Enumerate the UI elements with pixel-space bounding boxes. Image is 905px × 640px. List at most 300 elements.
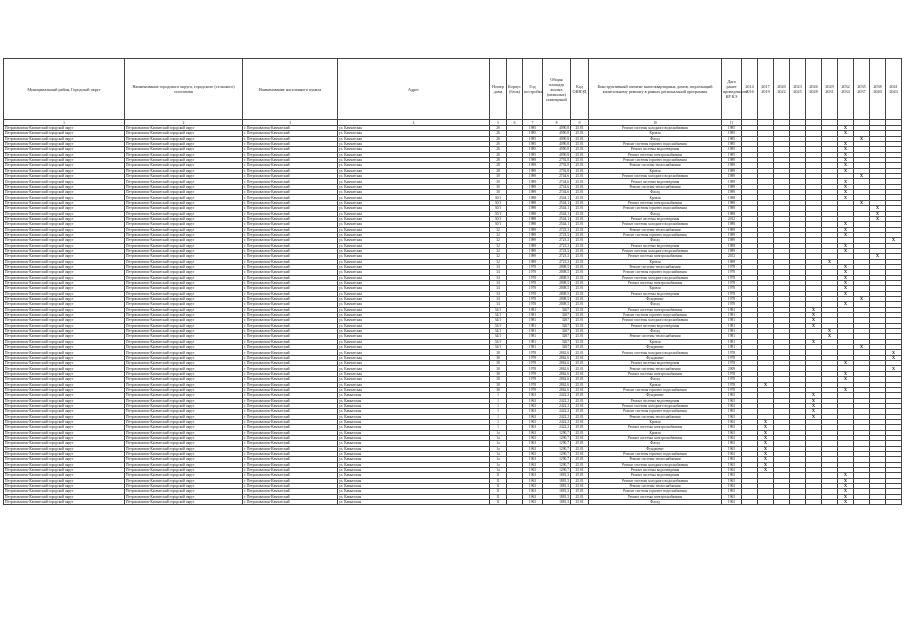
cell-repair-date: 1978 bbox=[722, 361, 742, 366]
cell-year: 1989 bbox=[523, 243, 543, 248]
cell-address: ул. Кавказская bbox=[338, 484, 490, 489]
cell-code: 25.01 bbox=[571, 318, 589, 323]
cell-district: Петропавловск-Камчатский городской округ bbox=[4, 419, 125, 424]
period-cell: X bbox=[838, 131, 854, 136]
cell-code: 25.01 bbox=[571, 435, 589, 440]
cell-element: Ремонт системы водоотведения bbox=[589, 323, 722, 328]
cell-area: 2422,2 bbox=[543, 425, 571, 430]
cell-year: 1978 bbox=[523, 361, 543, 366]
cell-district: Петропавловск-Камчатский городской округ bbox=[4, 259, 125, 264]
period-cell bbox=[870, 500, 886, 505]
column-header: Муниципальный район, Городской округ bbox=[4, 59, 125, 120]
cell-repair-date: 1989 bbox=[722, 238, 742, 243]
cell-address: ул. Камчатская bbox=[338, 291, 490, 296]
period-cell: X bbox=[806, 313, 822, 318]
period-cell bbox=[886, 500, 902, 505]
cell-element: Ремонт системы теплоснабжения bbox=[589, 414, 722, 419]
cell-city: г. Петропавловск-Камчатский bbox=[243, 403, 338, 408]
cell-year: 1985 bbox=[523, 136, 543, 141]
cell-house-number: 1 bbox=[490, 409, 507, 414]
cell-city: г. Петропавловск-Камчатский bbox=[243, 425, 338, 430]
period-cell: X bbox=[758, 425, 774, 430]
cell-settlement: Петропавловск-Камчатский городской округ bbox=[125, 297, 243, 302]
cell-house-number: 30/1 bbox=[490, 211, 507, 216]
cell-house-number: 1а bbox=[490, 441, 507, 446]
cell-address: ул. Кавказская bbox=[338, 446, 490, 451]
cell-repair-date: 1963 bbox=[722, 462, 742, 467]
cell-district: Петропавловск-Камчатский городской округ bbox=[4, 307, 125, 312]
cell-city: г. Петропавловск-Камчатский bbox=[243, 484, 338, 489]
period-cell: X bbox=[838, 302, 854, 307]
cell-area: 4090,8 bbox=[543, 126, 571, 131]
cell-address: ул. Кавказская bbox=[338, 468, 490, 473]
period-cell: X bbox=[838, 387, 854, 392]
cell-address: ул. Камчатская bbox=[338, 243, 490, 248]
cell-address: ул. Камчатская bbox=[338, 163, 490, 168]
cell-element: Ремонт системы горячего водоснабжения bbox=[589, 158, 722, 163]
cell-house-number: 1а bbox=[490, 462, 507, 467]
cell-element: Фасад bbox=[589, 136, 722, 141]
cell-district: Петропавловск-Камчатский городской округ bbox=[4, 158, 125, 163]
cell-area: 2422,2 bbox=[543, 409, 571, 414]
cell-element: Ремонт системы водоотведения bbox=[589, 361, 722, 366]
cell-code: 25.01 bbox=[571, 238, 589, 243]
cell-year: 1978 bbox=[523, 371, 543, 376]
cell-settlement: Петропавловск-Камчатский городской округ bbox=[125, 280, 243, 285]
cell-year: 1981 bbox=[523, 334, 543, 339]
cell-address: ул. Камчатская bbox=[338, 126, 490, 131]
cell-district: Петропавловск-Камчатский городской округ bbox=[4, 350, 125, 355]
cell-city: г. Петропавловск-Камчатский bbox=[243, 382, 338, 387]
cell-address: ул. Камчатская bbox=[338, 147, 490, 152]
period-cell: X bbox=[758, 441, 774, 446]
period-cell: X bbox=[838, 270, 854, 275]
cell-settlement: Петропавловск-Камчатский городской округ bbox=[125, 152, 243, 157]
cell-area: 2862,6 bbox=[543, 387, 571, 392]
cell-element: Фасад bbox=[589, 441, 722, 446]
cell-area: 2808,5 bbox=[543, 280, 571, 285]
cell-block bbox=[507, 500, 523, 505]
cell-repair-date: 1988 bbox=[722, 195, 742, 200]
cell-house-number: 38 bbox=[490, 387, 507, 392]
cell-settlement: Петропавловск-Камчатский городской округ bbox=[125, 430, 243, 435]
period-cell: X bbox=[838, 489, 854, 494]
cell-code: 25.01 bbox=[571, 200, 589, 205]
cell-house-number: 30/1 bbox=[490, 206, 507, 211]
cell-address: ул. Камчатская bbox=[338, 339, 490, 344]
cell-element: Фасад bbox=[589, 211, 722, 216]
cell-district: Петропавловск-Камчатский городской округ bbox=[4, 184, 125, 189]
cell-city: г. Петропавловск-Камчатский bbox=[243, 131, 338, 136]
cell-address: ул. Камчатская bbox=[338, 152, 490, 157]
cell-city: г. Петропавловск-Камчатский bbox=[243, 393, 338, 398]
cell-repair-date: 1963 bbox=[722, 409, 742, 414]
cell-area: 2723,3 bbox=[543, 243, 571, 248]
period-cell: X bbox=[806, 323, 822, 328]
period-cell: X bbox=[838, 142, 854, 147]
period-cell bbox=[854, 500, 870, 505]
cell-settlement: Петропавловск-Камчатский городской округ bbox=[125, 468, 243, 473]
cell-element: Ремонт системы холодного водоснабжения bbox=[589, 222, 722, 227]
cell-district: Петропавловск-Камчатский городской округ bbox=[4, 248, 125, 253]
cell-house-number: 32 bbox=[490, 232, 507, 237]
cell-area: 2422,2 bbox=[543, 414, 571, 419]
cell-year: 1981 bbox=[523, 318, 543, 323]
cell-repair-date: 1989 bbox=[722, 232, 742, 237]
cell-year: 1989 bbox=[523, 168, 543, 173]
column-header: 2020 2022 bbox=[774, 59, 790, 120]
cell-settlement: Петропавловск-Камчатский городской округ bbox=[125, 403, 243, 408]
cell-repair-date: 1978 bbox=[722, 355, 742, 360]
cell-city: г. Петропавловск-Камчатский bbox=[243, 468, 338, 473]
cell-element: Ремонт системы теплоснабжения bbox=[589, 334, 722, 339]
cell-house-number: 30/1 bbox=[490, 216, 507, 221]
cell-house-number: 26 bbox=[490, 152, 507, 157]
cell-district: Петропавловск-Камчатский городской округ bbox=[4, 414, 125, 419]
period-cell: X bbox=[838, 275, 854, 280]
cell-address: ул. Камчатская bbox=[338, 302, 490, 307]
cell-year: 1963 bbox=[523, 484, 543, 489]
column-header: 2023 2025 bbox=[790, 59, 806, 120]
period-cell: X bbox=[838, 473, 854, 478]
cell-district: Петропавловск-Камчатский городской округ bbox=[4, 238, 125, 243]
cell-area: 1290,7 bbox=[543, 441, 571, 446]
cell-area: 1881,3 bbox=[543, 484, 571, 489]
cell-year: 1989 bbox=[523, 259, 543, 264]
cell-year: 1978 bbox=[523, 382, 543, 387]
period-cell: X bbox=[838, 377, 854, 382]
cell-area: 2422,2 bbox=[543, 419, 571, 424]
cell-repair-date: 1963 bbox=[722, 425, 742, 430]
cell-element: Ремонт системы холодного водоснабжения bbox=[589, 248, 722, 253]
cell-area: 2744,6 bbox=[543, 184, 571, 189]
cell-area: 2723,3 bbox=[543, 248, 571, 253]
cell-settlement: Петропавловск-Камчатский городской округ bbox=[125, 254, 243, 259]
cell-district: Петропавловск-Камчатский городской округ bbox=[4, 329, 125, 334]
cell-area: 2862,6 bbox=[543, 366, 571, 371]
cell-house-number: 1 bbox=[490, 393, 507, 398]
cell-city: г. Петропавловск-Камчатский bbox=[243, 275, 338, 280]
cell-address: ул. Камчатская bbox=[338, 382, 490, 387]
cell-element: Ремонт системы холодного водоснабжения bbox=[589, 403, 722, 408]
cell-repair-date: 1978 bbox=[722, 286, 742, 291]
cell-settlement: Петропавловск-Камчатский городской округ bbox=[125, 291, 243, 296]
cell-settlement: Петропавловск-Камчатский городской округ bbox=[125, 318, 243, 323]
period-cell: X bbox=[806, 403, 822, 408]
period-cell: X bbox=[854, 297, 870, 302]
cell-city: г. Петропавловск-Камчатский bbox=[243, 334, 338, 339]
column-header: Наименование населенного пункта bbox=[243, 59, 338, 120]
cell-settlement: Петропавловск-Камчатский городской округ bbox=[125, 307, 243, 312]
cell-code: 25.01 bbox=[571, 264, 589, 269]
cell-area: 2808,5 bbox=[543, 302, 571, 307]
cell-area: 2422,2 bbox=[543, 398, 571, 403]
cell-year: 1989 bbox=[523, 163, 543, 168]
cell-code: 25.01 bbox=[571, 329, 589, 334]
cell-area: 1290,7 bbox=[543, 462, 571, 467]
cell-district: Петропавловск-Камчатский городской округ bbox=[4, 468, 125, 473]
cell-city: г. Петропавловск-Камчатский bbox=[243, 329, 338, 334]
cell-element: Ремонт системы электроснабжения bbox=[589, 494, 722, 499]
cell-area: 2422,2 bbox=[543, 393, 571, 398]
cell-area: 3267 bbox=[543, 307, 571, 312]
cell-city: г. Петропавловск-Камчатский bbox=[243, 307, 338, 312]
column-header: Корпус (блок) bbox=[507, 59, 523, 120]
cell-settlement: Петропавловск-Камчатский городской округ bbox=[125, 227, 243, 232]
cell-element: Ремонт системы горячего водоснабжения bbox=[589, 489, 722, 494]
cell-code: 25.01 bbox=[571, 195, 589, 200]
cell-district: Петропавловск-Камчатский городской округ bbox=[4, 264, 125, 269]
cell-code: 25.01 bbox=[571, 190, 589, 195]
cell-area: 2723,3 bbox=[543, 259, 571, 264]
cell-settlement: Петропавловск-Камчатский городской округ bbox=[125, 451, 243, 456]
cell-repair-date: 1981 bbox=[722, 323, 742, 328]
cell-area: 2723,3 bbox=[543, 227, 571, 232]
cell-element: Ремонт системы водоотведения bbox=[589, 473, 722, 478]
cell-house-number: 30/1 bbox=[490, 195, 507, 200]
period-cell: X bbox=[886, 366, 902, 371]
cell-city: г. Петропавловск-Камчатский bbox=[243, 441, 338, 446]
column-header: 2014 2016 bbox=[742, 59, 758, 120]
cell-city: г. Петропавловск-Камчатский bbox=[243, 350, 338, 355]
cell-district: Петропавловск-Камчатский городской округ bbox=[4, 195, 125, 200]
cell-year: 1981 bbox=[523, 345, 543, 350]
cell-house-number: 28 bbox=[490, 158, 507, 163]
cell-house-number: 30 bbox=[490, 184, 507, 189]
cell-element: Кровля bbox=[589, 168, 722, 173]
cell-year: 1989 bbox=[523, 227, 543, 232]
cell-settlement: Петропавловск-Камчатский городской округ bbox=[125, 211, 243, 216]
cell-city: г. Петропавловск-Камчатский bbox=[243, 355, 338, 360]
cell-district: Петропавловск-Камчатский городской округ bbox=[4, 430, 125, 435]
cell-house-number: 30/1 bbox=[490, 222, 507, 227]
cell-repair-date: 1985 bbox=[722, 131, 742, 136]
cell-city: г. Петропавловск-Камчатский bbox=[243, 451, 338, 456]
cell-area: 2744,6 bbox=[543, 190, 571, 195]
cell-address: ул. Камчатская bbox=[338, 307, 490, 312]
period-cell bbox=[822, 500, 838, 505]
cell-code: 25.01 bbox=[571, 468, 589, 473]
cell-area: 2862,6 bbox=[543, 382, 571, 387]
column-header: Наименование городского округа, городского (сельского) поселения bbox=[125, 59, 243, 120]
cell-district: Петропавловск-Камчатский городской округ bbox=[4, 142, 125, 147]
column-number: 5 bbox=[490, 120, 507, 126]
cell-area: 2544,1 bbox=[543, 222, 571, 227]
cell-settlement: Петропавловск-Камчатский городской округ bbox=[125, 163, 243, 168]
cell-district: Петропавловск-Камчатский городской округ bbox=[4, 398, 125, 403]
cell-repair-date: 1978 bbox=[722, 275, 742, 280]
cell-element: Ремонт системы горячего водоснабжения bbox=[589, 387, 722, 392]
cell-address: ул. Камчатская bbox=[338, 131, 490, 136]
cell-code: 25.01 bbox=[571, 211, 589, 216]
cell-city: г. Петропавловск-Камчатский bbox=[243, 478, 338, 483]
cell-element: Ремонт системы горячего водоснабжения bbox=[589, 232, 722, 237]
cell-repair-date: 1981 bbox=[722, 307, 742, 312]
cell-area: 3267 bbox=[543, 345, 571, 350]
period-cell: X bbox=[806, 409, 822, 414]
cell-repair-date: 1978 bbox=[722, 377, 742, 382]
cell-settlement: Петропавловск-Камчатский городской округ bbox=[125, 147, 243, 152]
column-header: Конструктивный элемент многоквартирных домов, подлежащий капитальному ремонту в рамках региональной программы bbox=[589, 59, 722, 120]
cell-city: г. Петропавловск-Камчатский bbox=[243, 489, 338, 494]
cell-district: Петропавловск-Камчатский городской округ bbox=[4, 313, 125, 318]
cell-year: 1963 bbox=[523, 398, 543, 403]
table-row bbox=[4, 500, 902, 505]
cell-house-number: 34/1 bbox=[490, 339, 507, 344]
cell-district: Петропавловск-Камчатский городской округ bbox=[4, 136, 125, 141]
cell-house-number: 32 bbox=[490, 227, 507, 232]
cell-settlement: Петропавловск-Камчатский городской округ bbox=[125, 441, 243, 446]
cell-year: 1989 bbox=[523, 174, 543, 179]
cell-area: 2792,8 bbox=[543, 158, 571, 163]
cell-address: ул. Камчатская bbox=[338, 179, 490, 184]
period-cell: X bbox=[870, 206, 886, 211]
cell-code: 25.01 bbox=[571, 419, 589, 424]
period-cell bbox=[758, 500, 774, 505]
cell-house-number: 30 bbox=[490, 174, 507, 179]
period-cell: X bbox=[838, 222, 854, 227]
cell-code: 25.01 bbox=[571, 484, 589, 489]
cell-district: Петропавловск-Камчатский городской округ bbox=[4, 147, 125, 152]
cell-area: 2862,6 bbox=[543, 377, 571, 382]
period-cell: X bbox=[806, 393, 822, 398]
column-header: 2035 2037 bbox=[854, 59, 870, 120]
column-number: 1 bbox=[4, 120, 125, 126]
cell-element: Фасад bbox=[589, 500, 722, 505]
cell-repair-date: 1985 bbox=[722, 147, 742, 152]
cell-code: 25.01 bbox=[571, 441, 589, 446]
cell-repair-date: 1978 bbox=[722, 291, 742, 296]
cell-district: Петропавловск-Камчатский городской округ bbox=[4, 457, 125, 462]
cell-year: 1989 bbox=[523, 184, 543, 189]
cell-repair-date: 1989 bbox=[722, 158, 742, 163]
cell-area: 3267 bbox=[543, 339, 571, 344]
cell-code: 25.01 bbox=[571, 131, 589, 136]
column-number: 6 bbox=[507, 120, 523, 126]
cell-year: 1989 bbox=[523, 238, 543, 243]
cell-city: г. Петропавловск-Камчатский bbox=[243, 409, 338, 414]
cell-house-number: 32 bbox=[490, 243, 507, 248]
cell-element: Ремонт системы холодного водоснабжения bbox=[589, 174, 722, 179]
cell-year: 1989 bbox=[523, 248, 543, 253]
cell-repair-date: 1978 bbox=[722, 302, 742, 307]
cell-house-number: 38 bbox=[490, 350, 507, 355]
cell-code: 25.01 bbox=[571, 163, 589, 168]
cell-code: 25.01 bbox=[571, 152, 589, 157]
period-cell: X bbox=[758, 451, 774, 456]
cell-element: Фундамент bbox=[589, 345, 722, 350]
cell-element: Ремонт системы теплоснабжения bbox=[589, 457, 722, 462]
cell-area: 1290,7 bbox=[543, 446, 571, 451]
cell-element: Ремонт системы электроснабжения bbox=[589, 152, 722, 157]
cell-area: 2723,3 bbox=[543, 238, 571, 243]
period-cell: X bbox=[838, 264, 854, 269]
cell-element: Ремонт системы водоотведения bbox=[589, 291, 722, 296]
cell-address: ул. Камчатская bbox=[338, 227, 490, 232]
cell-code: 25.01 bbox=[571, 393, 589, 398]
cell-settlement: Петропавловск-Камчатский городской округ bbox=[125, 126, 243, 131]
cell-address: ул. Кавказская bbox=[338, 462, 490, 467]
cell-area: 1881,3 bbox=[543, 500, 571, 505]
cell-code: 25.01 bbox=[571, 366, 589, 371]
cell-area: 2808,5 bbox=[543, 291, 571, 296]
cell-district: Петропавловск-Камчатский городской округ bbox=[4, 302, 125, 307]
column-header: 2038 2040 bbox=[870, 59, 886, 120]
cell-code: 25.01 bbox=[571, 286, 589, 291]
cell-repair-date: 1963 bbox=[722, 489, 742, 494]
cell-repair-date: 1989 bbox=[722, 259, 742, 264]
cell-code: 25.01 bbox=[571, 446, 589, 451]
period-cell: X bbox=[838, 158, 854, 163]
cell-city: г. Петропавловск-Камчатский bbox=[243, 254, 338, 259]
cell-element: Ремонт системы водоотведения bbox=[589, 243, 722, 248]
cell-area: 4090,8 bbox=[543, 142, 571, 147]
cell-district: Петропавловск-Камчатский городской округ bbox=[4, 323, 125, 328]
cell-settlement: Петропавловск-Камчатский городской округ bbox=[125, 195, 243, 200]
cell-element: Фасад bbox=[589, 329, 722, 334]
cell-address: ул. Камчатская bbox=[338, 323, 490, 328]
cell-city: г. Петропавловск-Камчатский bbox=[243, 494, 338, 499]
cell-element: Ремонт системы холодного водоснабжения bbox=[589, 126, 722, 131]
cell-city: г. Петропавловск-Камчатский bbox=[243, 195, 338, 200]
cell-element: Ремонт системы холодного водоснабжения bbox=[589, 462, 722, 467]
period-cell: X bbox=[822, 259, 838, 264]
cell-year: 1989 bbox=[523, 254, 543, 259]
cell-settlement: Петропавловск-Камчатский городской округ bbox=[125, 414, 243, 419]
cell-address: ул. Кавказская bbox=[338, 435, 490, 440]
cell-year: 1963 bbox=[523, 478, 543, 483]
cell-repair-date: 1963 bbox=[722, 403, 742, 408]
period-cell: X bbox=[838, 168, 854, 173]
cell-city: г. Петропавловск-Камчатский bbox=[243, 184, 338, 189]
cell-repair-date: 1963 bbox=[722, 468, 742, 473]
cell-district: Петропавловск-Камчатский городской округ bbox=[4, 441, 125, 446]
cell-district: Петропавловск-Камчатский городской округ bbox=[4, 216, 125, 221]
document-sheet bbox=[3, 58, 901, 505]
cell-house-number: 11 bbox=[490, 473, 507, 478]
cell-district: Петропавловск-Камчатский городской округ bbox=[4, 275, 125, 280]
period-cell: X bbox=[758, 446, 774, 451]
cell-element: Ремонт системы горячего водоснабжения bbox=[589, 451, 722, 456]
cell-city: г. Петропавловск-Камчатский bbox=[243, 377, 338, 382]
cell-settlement: Петропавловск-Камчатский городской округ bbox=[125, 216, 243, 221]
cell-code: 25.01 bbox=[571, 377, 589, 382]
period-cell: X bbox=[838, 500, 854, 505]
cell-area: 4090,8 bbox=[543, 152, 571, 157]
cell-city: г. Петропавловск-Камчатский bbox=[243, 190, 338, 195]
cell-element: Ремонт системы электроснабжения bbox=[589, 280, 722, 285]
cell-year: 1963 bbox=[523, 494, 543, 499]
cell-house-number: 32 bbox=[490, 248, 507, 253]
cell-code: 25.01 bbox=[571, 259, 589, 264]
cell-repair-date: 1981 bbox=[722, 345, 742, 350]
cell-element: Ремонт системы электроснабжения bbox=[589, 425, 722, 430]
cell-address: ул. Камчатская bbox=[338, 184, 490, 189]
cell-address: ул. Камчатская bbox=[338, 371, 490, 376]
cell-settlement: Петропавловск-Камчатский городской округ bbox=[125, 419, 243, 424]
cell-city: г. Петропавловск-Камчатский bbox=[243, 366, 338, 371]
cell-year: 1978 bbox=[523, 366, 543, 371]
period-cell: X bbox=[886, 238, 902, 243]
cell-code: 25.01 bbox=[571, 248, 589, 253]
cell-element: Ремонт системы горячего водоснабжения bbox=[589, 270, 722, 275]
period-cell: X bbox=[854, 200, 870, 205]
cell-code: 25.01 bbox=[571, 425, 589, 430]
cell-settlement: Петропавловск-Камчатский городской округ bbox=[125, 243, 243, 248]
cell-element: Ремонт системы горячего водоснабжения bbox=[589, 206, 722, 211]
cell-element: Кровля bbox=[589, 382, 722, 387]
cell-code: 25.01 bbox=[571, 387, 589, 392]
